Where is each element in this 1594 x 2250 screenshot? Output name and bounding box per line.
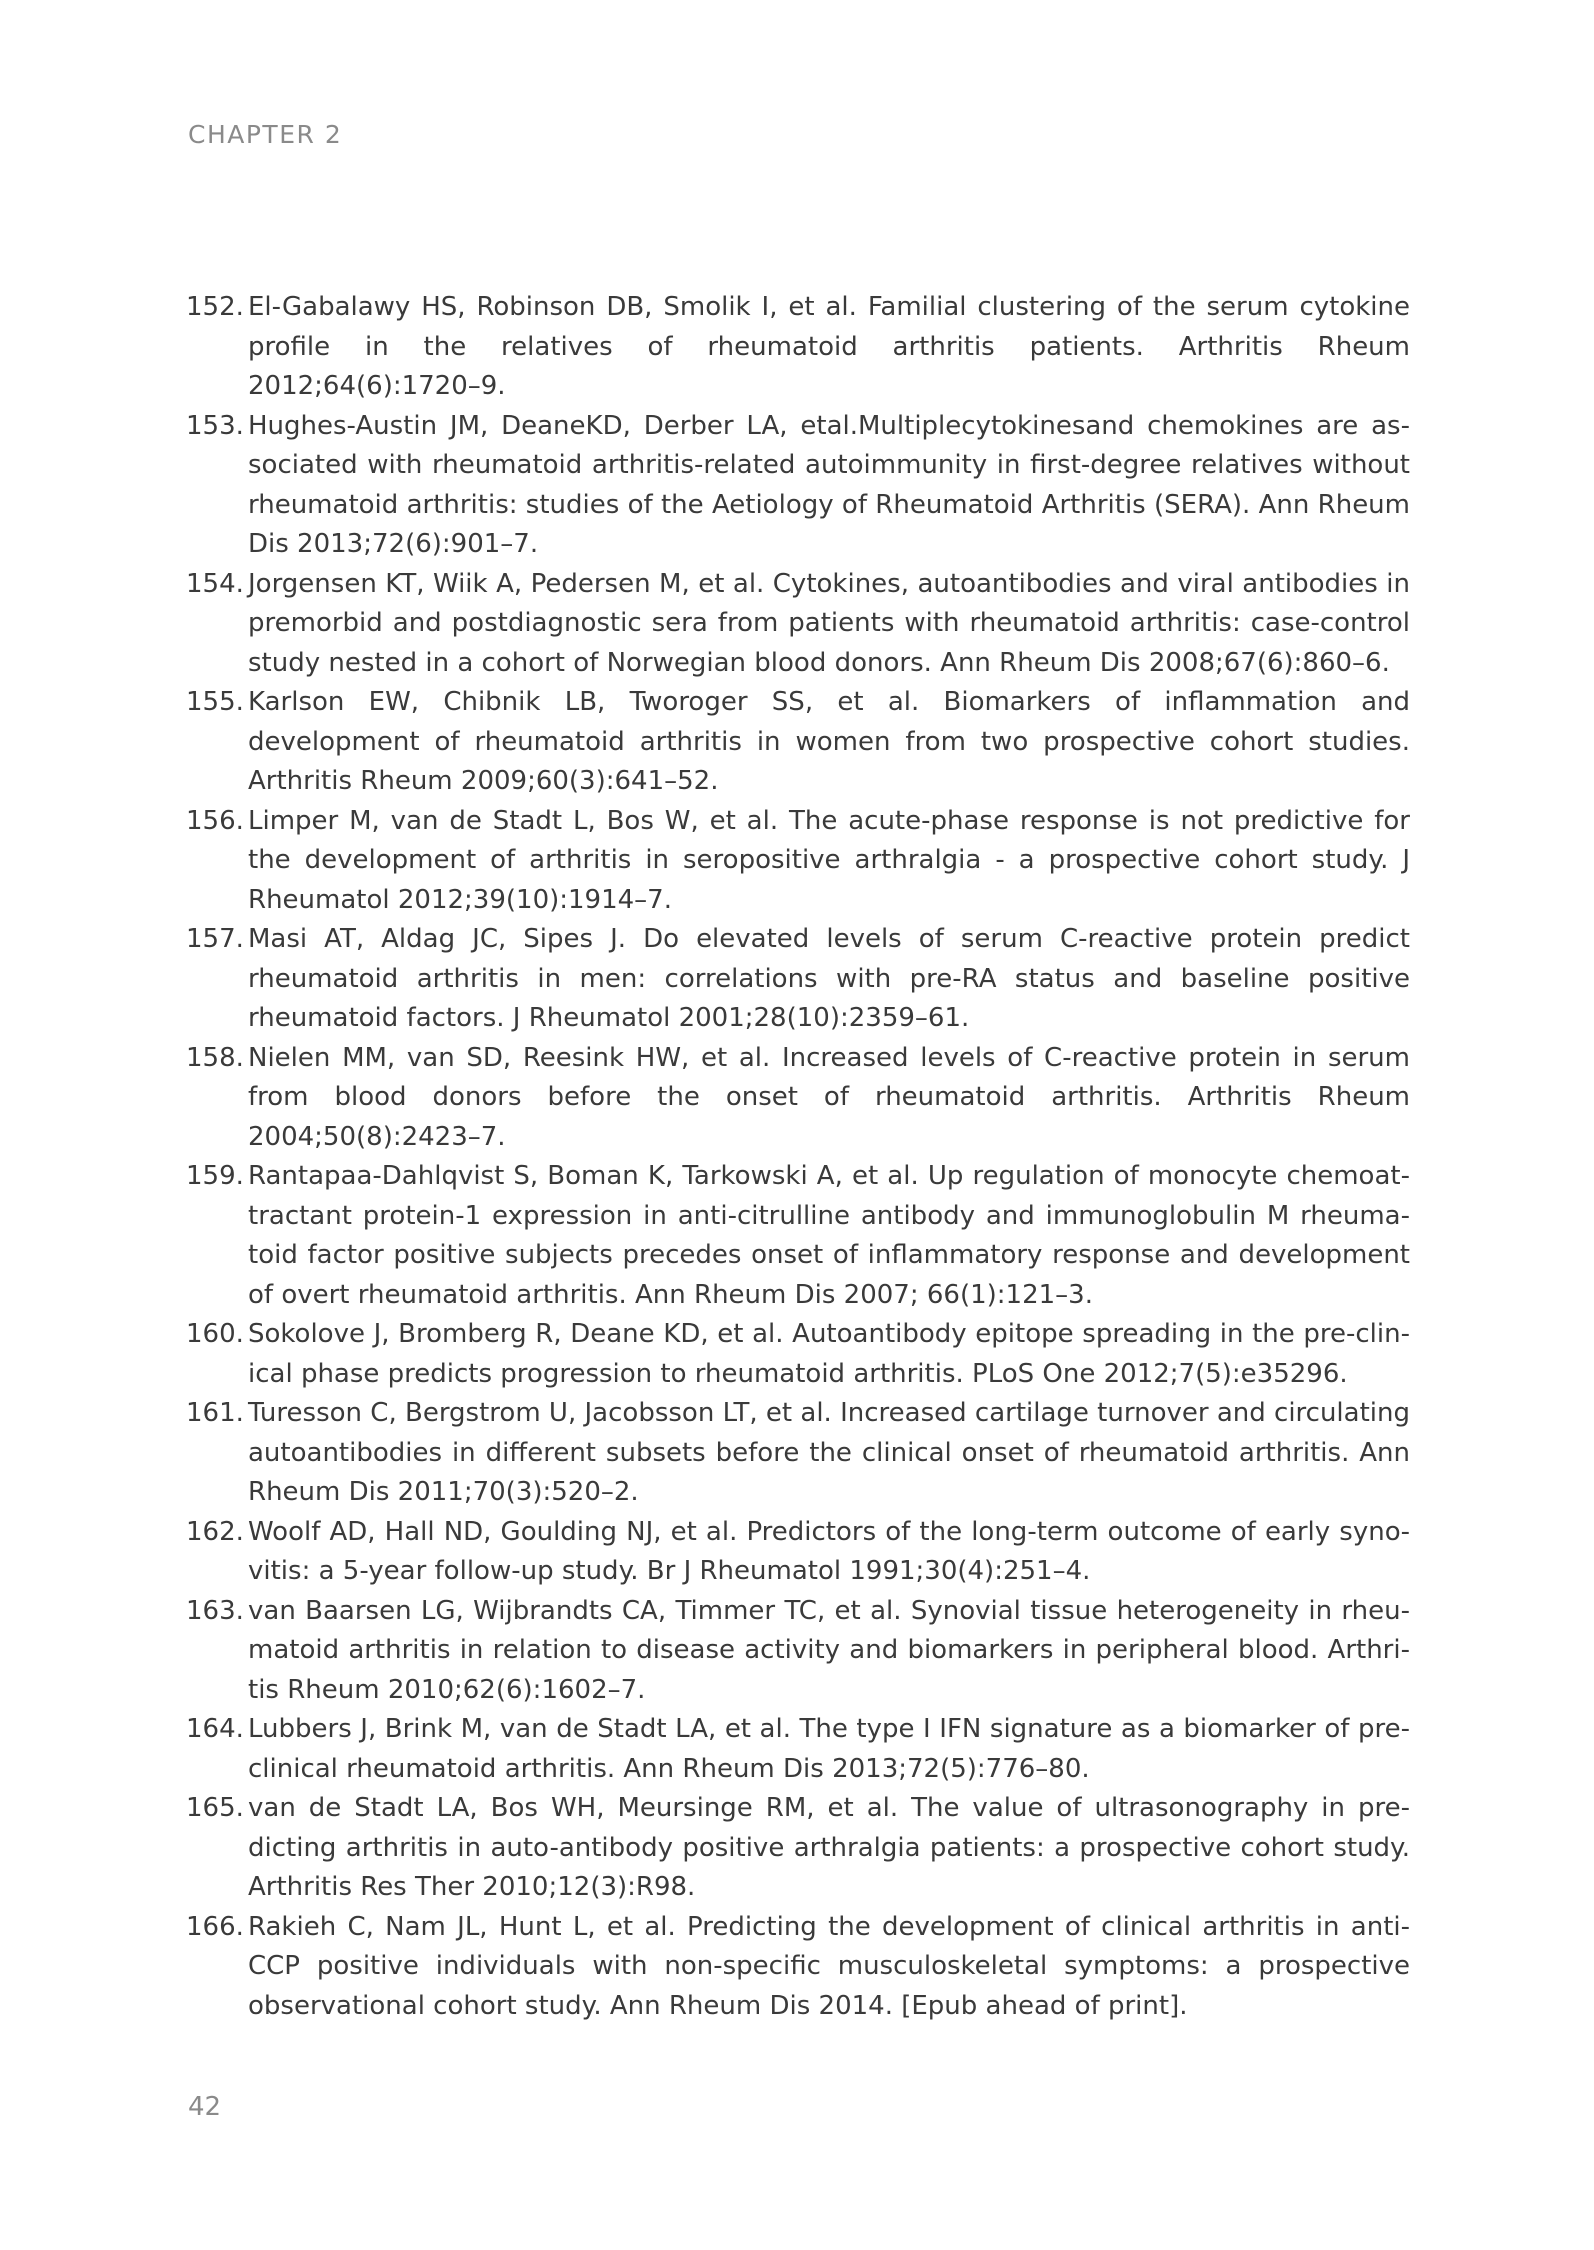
reference-list xyxy=(186,288,1410,2026)
reference-text: Nielen MM, van SD, Reesink HW, et al. Increased levels of C-reactive protein in serum from blood donors before the onset of rheumatoid arthritis. Arthritis Rheum 2004;50(8):2423–7. xyxy=(248,1042,1410,1152)
reference-number: 157. xyxy=(186,924,244,954)
reference-number: 154. xyxy=(186,568,244,599)
reference-text: Masi AT, Aldag JC, Sipes J. Do elevated levels of serum C-reactive protein predict rheumatoid arthritis in men: correlations with pre-RA status and baseline positive rheumatoid factors. J Rheumatol 2001;28(10):2359–61. xyxy=(248,924,1410,1033)
reference-number: 153. xyxy=(186,410,244,441)
reference-number: 164. xyxy=(186,1714,244,1744)
reference-number: 163. xyxy=(186,1595,244,1626)
reference-number: 166. xyxy=(186,1911,244,1942)
reference-text: Lubbers J, Brink M, van de Stadt LA, et al. The type I IFN signature as a biomarker of preclinical rheumatoid arthritis. Ann Rheum Dis 2013;72(5):776–80. xyxy=(248,1714,1410,1784)
reference-item xyxy=(186,1315,1410,1394)
reference-item xyxy=(186,1592,1410,1711)
reference-number: 159. xyxy=(186,1161,244,1191)
reference-item xyxy=(186,920,1410,1039)
reference-item xyxy=(186,1157,1410,1315)
reference-item xyxy=(186,1394,1410,1513)
reference-text: van de Stadt LA, Bos WH, Meursinge RM, et al. The value of ultrasonography in predicting arthritis in auto-antibody positive arthralgia patients: a prospective cohort study. Arthritis Res Ther 2010;12(3):R98. xyxy=(248,1793,1410,1902)
reference-item xyxy=(186,1908,1410,2027)
reference-text: Rantapaa-Dahlqvist S, Boman K, Tarkowski A, et al. Up regulation of monocyte chemoattractant protein-1 expression in anti-citrulline antibody and immunoglobulin M rheumatoid factor positive subjects precedes onset of inflammatory response and development of overt rheumatoid arthritis. Ann Rheum Dis 2007; 66(1):121–3. xyxy=(248,1161,1410,1310)
reference-text: Woolf AD, Hall ND, Goulding NJ, et al. Predictors of the long-term outcome of early synovitis: a 5-year follow-up study. Br J Rheumatol 1991;30(4):251–4. xyxy=(248,1516,1410,1586)
reference-number: 160. xyxy=(186,1319,244,1349)
reference-number: 156. xyxy=(186,805,244,836)
reference-text: Sokolove J, Bromberg R, Deane KD, et al. Autoantibody epitope spreading in the pre-clinical phase predicts progression to rheumatoid arthritis. PLoS One 2012;7(5):e35296. xyxy=(248,1319,1410,1389)
reference-item xyxy=(186,1710,1410,1789)
reference-text: Limper M, van de Stadt L, Bos W, et al. The acute-phase response is not predictive for the development of arthritis in seropositive arthralgia - a prospective cohort study. J Rheumatol 2012;39(10):1914–7. xyxy=(248,805,1410,915)
reference-item xyxy=(186,288,1410,407)
page-number: 42 xyxy=(188,2092,222,2122)
reference-item xyxy=(186,802,1410,921)
running-head: CHAPTER 2 xyxy=(188,120,343,149)
reference-text: Hughes-Austin JM, DeaneKD, Derber LA, etal.Multiplecytokinesand chemokines are associated with rheumatoid arthritis-related autoimmunity in first-degree relatives without rheumatoid arthritis: studies of the Aetiology of Rheumatoid Arthritis (SERA). Ann Rheum Dis 2013;72(6):901–7. xyxy=(248,410,1410,559)
reference-number: 161. xyxy=(186,1398,244,1428)
reference-number: 155. xyxy=(186,687,244,717)
reference-text: Turesson C, Bergstrom U, Jacobsson LT, et al. Increased cartilage turnover and circulating autoantibodies in different subsets before the clinical onset of rheumatoid arthritis. Ann Rheum Dis 2011;70(3):520–2. xyxy=(248,1398,1410,1507)
reference-text: Jorgensen KT, Wiik A, Pedersen M, et al. Cytokines, autoantibodies and viral antibodies in premorbid and postdiagnostic sera from patients with rheumatoid arthritis: case-control study nested in a cohort of Norwegian blood donors. Ann Rheum Dis 2008;67(6):860–6. xyxy=(248,568,1410,678)
reference-item xyxy=(186,1513,1410,1592)
reference-text: Karlson EW, Chibnik LB, Tworoger SS, et al. Biomarkers of inflammation and development of rheumatoid arthritis in women from two prospective cohort studies. Arthritis Rheum 2009;60(3):641–52. xyxy=(248,687,1410,796)
reference-number: 162. xyxy=(186,1516,244,1547)
reference-number: 158. xyxy=(186,1042,244,1073)
reference-item xyxy=(186,1039,1410,1158)
reference-text: Rakieh C, Nam JL, Hunt L, et al. Predicting the development of clinical arthritis in anti-CCP positive individuals with non-specific musculoskeletal symptoms: a prospective observational cohort study. Ann Rheum Dis 2014. [Epub ahead of print]. xyxy=(248,1911,1410,2021)
reference-number: 152. xyxy=(186,292,244,322)
reference-text: van Baarsen LG, Wijbrandts CA, Timmer TC, et al. Synovial tissue heterogeneity in rheumatoid arthritis in relation to disease activity and biomarkers in peripheral blood. Arthritis Rheum 2010;62(6):1602–7. xyxy=(248,1595,1410,1705)
reference-item xyxy=(186,565,1410,684)
reference-number: 165. xyxy=(186,1793,244,1823)
reference-text: El-Gabalawy HS, Robinson DB, Smolik I, et al. Familial clustering of the serum cytokine profile in the relatives of rheumatoid arthritis patients. Arthritis Rheum 2012;64(6):1720–9. xyxy=(248,292,1410,401)
reference-item xyxy=(186,683,1410,802)
reference-item xyxy=(186,407,1410,565)
reference-item xyxy=(186,1789,1410,1908)
